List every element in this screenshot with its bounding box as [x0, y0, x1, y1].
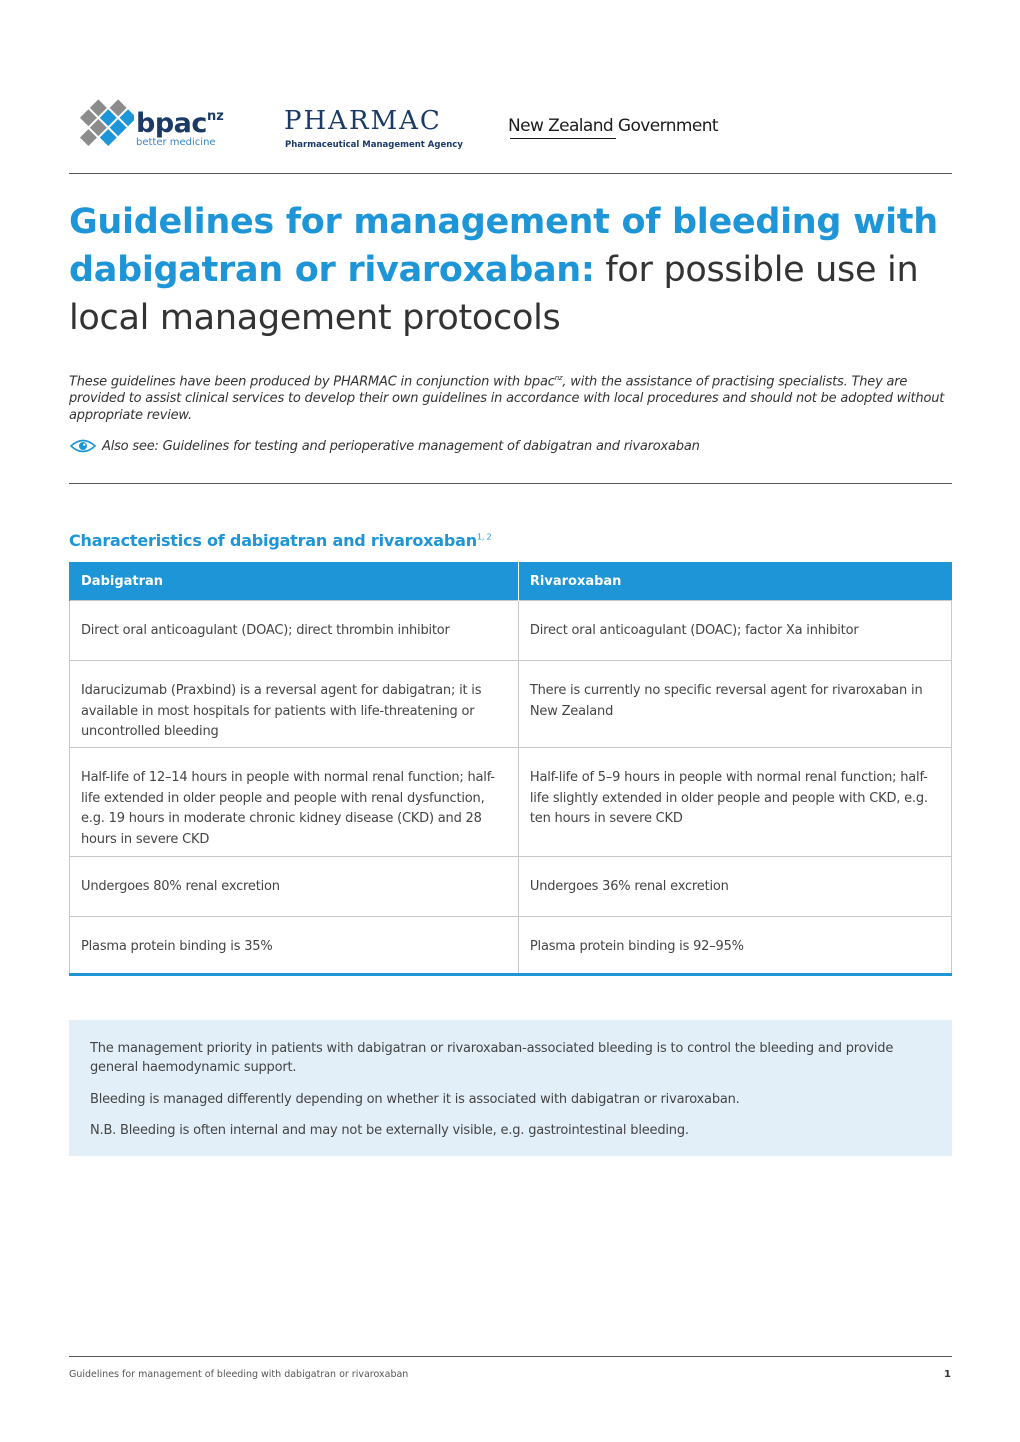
- header-divider: [69, 173, 952, 174]
- note-box: [69, 1020, 952, 1156]
- intro-part-1: These guidelines have been produced by PHARMAC in conjunction with bpac: [69, 374, 555, 390]
- note-paragraph-3: N.B. Bleeding is often internal and may not be externally visible, e.g. gastrointestinal bleeding.: [90, 1123, 689, 1138]
- intro-part-2: , with the assistance of practising specialists. They are provided to assist clinical services to develop their own guidelines in accordance with local procedures and should not be adopted without appropriate review.: [69, 374, 945, 424]
- note-paragraph-2: Bleeding is managed differently depending on whether it is associated with dabigatran or rivaroxaban.: [90, 1092, 740, 1107]
- also-see-link[interactable]: [69, 438, 955, 456]
- note-paragraph-1: The management priority in patients with dabigatran or rivaroxaban-associated bleeding is to control the bleeding and provide general haemodynamic support.: [90, 1041, 894, 1075]
- table-cell: Plasma protein binding is 35%: [70, 917, 519, 975]
- bpac-superscript: nz: [207, 109, 224, 124]
- table-cell: Plasma protein binding is 92–95%: [518, 917, 951, 975]
- section-heading: [69, 531, 491, 550]
- nz-government-logo: [508, 116, 728, 146]
- table-cell: Half-life of 5–9 hours in people with normal renal function; half-life slightly extended in older people and people with CKD, e.g. ten hours in severe CKD: [518, 748, 951, 857]
- table-cell: Idarucizumab (Praxbind) is a reversal agent for dabigatran; it is available in most hospitals for patients with life-threatening or uncontrolled bleeding: [70, 661, 519, 748]
- title-main: Guidelines for management of bleeding with dabigatran or rivaroxaban:: [69, 202, 938, 290]
- bpac-name: bpac: [136, 108, 207, 139]
- table-cell: Direct oral anticoagulant (DOAC); factor Xa inhibitor: [518, 601, 951, 661]
- bpac-logo: [74, 92, 244, 152]
- also-see-text: Also see: Guidelines for testing and perioperative management of dabigatran and rivaroxaban: [102, 439, 700, 454]
- bpac-tagline: better medicine: [136, 137, 216, 148]
- table-row: [70, 661, 952, 748]
- intro-text: [69, 370, 955, 424]
- table-cell: Undergoes 36% renal excretion: [518, 857, 951, 917]
- page-title: [69, 198, 959, 342]
- footer-text: Guidelines for management of bleeding with dabigatran or rivaroxaban: [69, 1369, 409, 1380]
- section-heading-text: Characteristics of dabigatran and rivaroxaban: [69, 531, 477, 550]
- eye-icon: [69, 438, 97, 454]
- table-cell: Half-life of 12–14 hours in people with normal renal function; half-life extended in older people and people with renal dysfunction, e.g. 19 hours in moderate chronic kidney disease (CKD) and 28 hours in severe CKD: [70, 748, 519, 857]
- page-number: 1: [944, 1369, 951, 1380]
- pharmac-name: PHARMAC: [284, 106, 442, 136]
- characteristics-table: [69, 562, 952, 976]
- title-sub: for possible use in local management protocols: [69, 250, 919, 338]
- section-heading-refs: 1, 2: [476, 532, 492, 542]
- header-dabigatran: Dabigatran: [70, 562, 519, 601]
- table-row: [70, 748, 952, 857]
- table-row: [70, 601, 952, 661]
- table-cell: There is currently no specific reversal agent for rivaroxaban in New Zealand: [518, 661, 951, 748]
- table-header-row: [70, 562, 952, 601]
- table-row: [70, 917, 952, 975]
- nz-government-name: New Zealand Government: [508, 116, 718, 136]
- nz-government-underline: [510, 138, 616, 139]
- table-row: [70, 857, 952, 917]
- bpac-diamond-icon: [74, 92, 134, 152]
- header-rivaroxaban: Rivaroxaban: [518, 562, 951, 601]
- pharmac-tagline: Pharmaceutical Management Agency: [285, 140, 463, 150]
- intro-superscript: nz: [554, 374, 563, 382]
- intro-divider: [69, 483, 952, 484]
- pharmac-logo: [284, 106, 464, 154]
- table-cell: Undergoes 80% renal excretion: [70, 857, 519, 917]
- table-cell: Direct oral anticoagulant (DOAC); direct thrombin inhibitor: [70, 601, 519, 661]
- footer-divider: [69, 1356, 952, 1357]
